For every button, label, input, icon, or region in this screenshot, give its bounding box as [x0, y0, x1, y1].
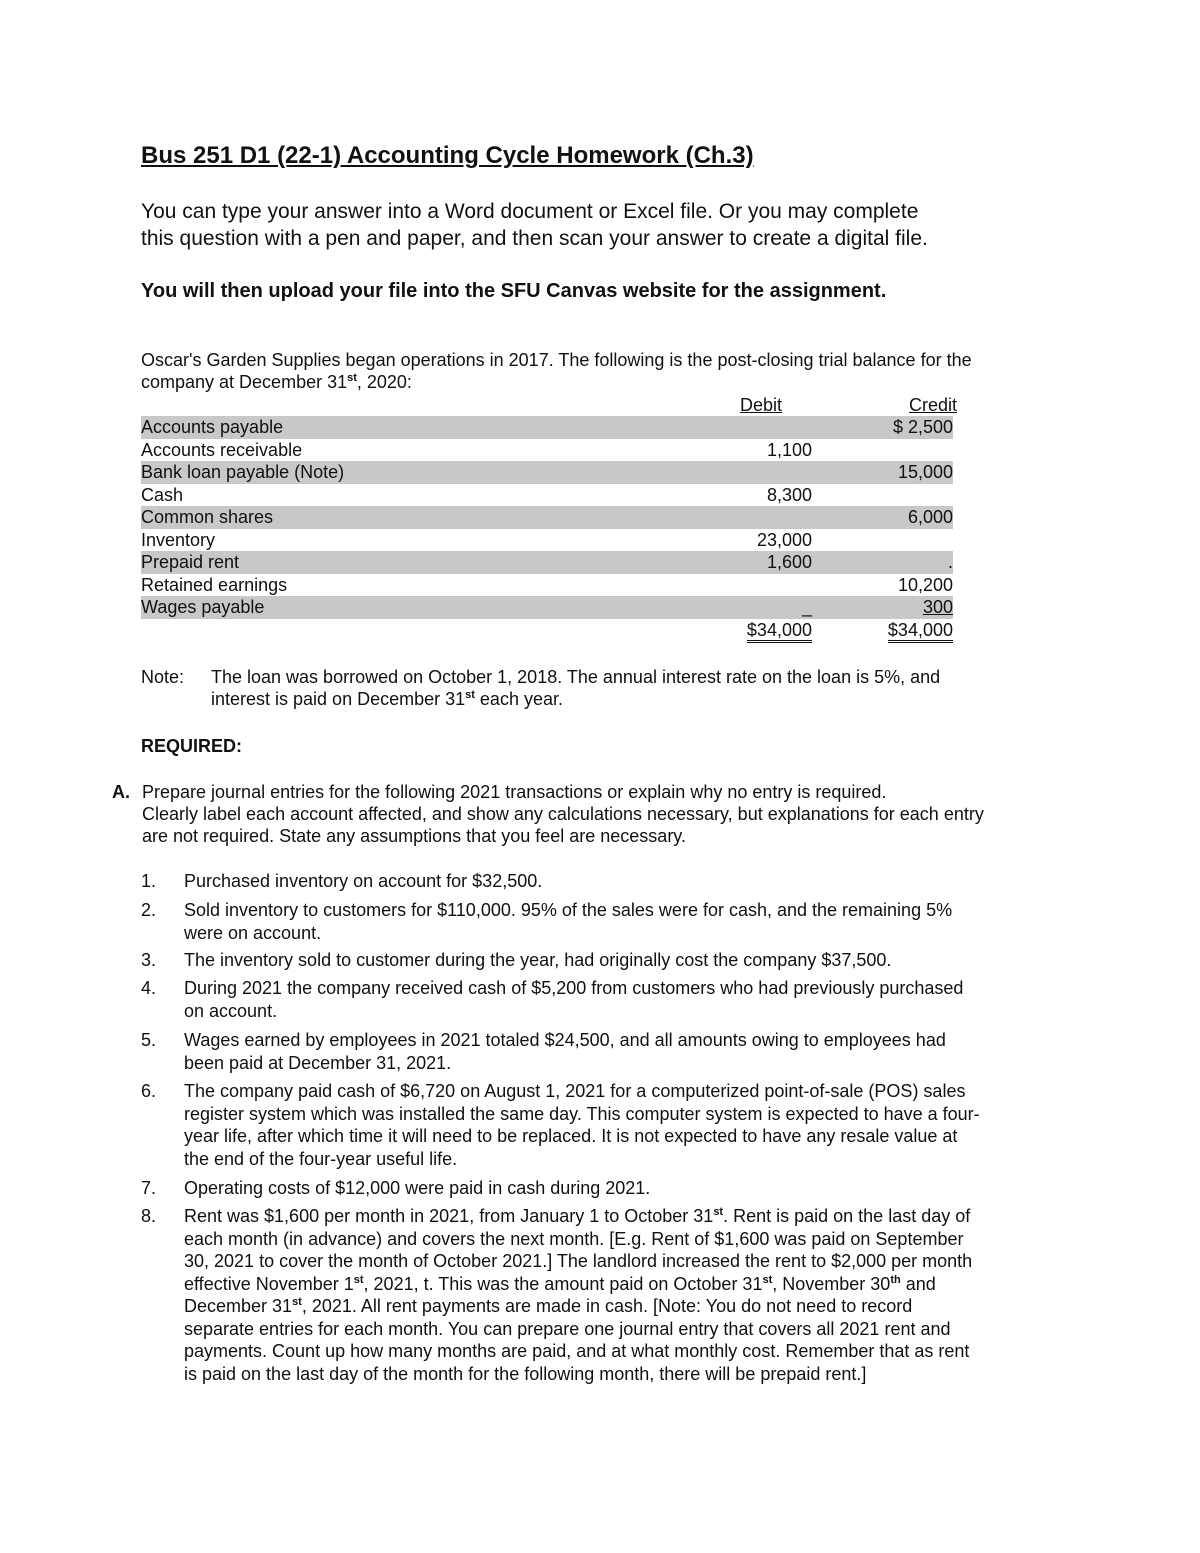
intro-line: this question with a pen and paper, and then scan your answer to create a digital file.: [141, 227, 928, 250]
table-row: [141, 506, 953, 529]
table-row: [141, 551, 953, 574]
credit-value: .: [947, 552, 953, 572]
credit-value: 300: [922, 597, 953, 617]
account-name: Inventory: [141, 529, 216, 550]
totals-row: [141, 619, 953, 642]
company-intro-line: Oscar's Garden Supplies began operations in 2017. The following is the post-closing trial balance for the: [141, 350, 972, 370]
account-name: Bank loan payable (Note): [141, 462, 345, 482]
part-a-line: Clearly label each account affected, and show any calculations necessary, but explanations for each entry: [142, 804, 984, 824]
page-title: Bus 251 D1 (22-1) Accounting Cycle Homework (Ch.3): [141, 142, 754, 169]
credit-header: Credit: [909, 395, 958, 415]
account-name: Prepaid rent: [141, 552, 240, 572]
intro-paragraph: [141, 198, 1091, 252]
table-row: [141, 529, 953, 552]
credit-value: 6,000: [907, 507, 953, 527]
account-name: Retained earnings: [141, 574, 288, 595]
debit-value: _: [801, 597, 812, 617]
company-intro: [141, 349, 1081, 393]
table-row: [141, 484, 953, 507]
note-text: The loan was borrowed on October 1, 2018. The annual interest rate on the loan is 5%, and interest is paid on December 31st each year.: [211, 667, 941, 709]
trial-balance-table: [141, 416, 953, 641]
company-intro-line: company at December 31st, 2020:: [141, 372, 412, 392]
account-name: Wages payable: [141, 597, 265, 617]
account-name: Cash: [141, 484, 184, 505]
table-row: [141, 439, 953, 462]
total-credit: $34,000: [888, 621, 953, 643]
debit-value: 23,000: [756, 529, 812, 550]
credit-value: 15,000: [897, 462, 953, 482]
debit-value: 1,600: [766, 552, 812, 572]
note-label: Note:: [141, 667, 185, 687]
table-row: [141, 596, 953, 619]
credit-value: 10,200: [897, 574, 953, 595]
table-row: [141, 416, 953, 439]
upload-instruction: You will then upload your file into the SFU Canvas website for the assignment.: [141, 280, 887, 302]
total-debit: $34,000: [747, 621, 812, 643]
debit-value: 1,100: [766, 439, 812, 460]
account-name: Common shares: [141, 507, 274, 527]
part-a-line: are not required. State any assumptions that you feel are necessary.: [142, 826, 686, 846]
document-page: Bus 251 D1 (22-1) Accounting Cycle Homework (Ch.3) You can type your answer into a Word document or Excel file. Or you may complete this question with a pen and paper, and then scan your answer to create a digital file. You will then upload your file into the SFU Canvas website for the assignment. Oscar's Garden Supplies began operations in 2017. The following is the post-closing trial balance for the company at December 31st, 2020: Debit Credit Accounts payable $ 2,500 Accounts receivable 1,100 Bank loan payable (Note) 15,000 Cash 8,300 Common shares 6,000 Inventory 23,000 Prepaid rent 1,600 . Retained earnings 10,200 Wages payable _ 300 $34,000 $34,000 Note: The loan was borrowed on October 1, 2018. The annual interest rate on the loan is 5%, and interest is paid on December 31st each year. REQUIRED: A. Prepare journal entries for the following 2021 transactions or explain why no entry is required. Clearly label each account affected, and show any calculations necessary, but explanations for each entry are not required. State any assumptions that you feel are necessary. 1. Purchased inventory on account for $32,500. 2. Sold inventory to customers for $110,000. 95% of the sales were for cash, and the remaining 5% were on account. 3. The inventory sold to customer during the year, had originally cost the company $37,500. 4. During 2021 the company received cash of $5,200 from customers who had previously purchased on account. 5. Wages earned by employees in 2021 totaled $24,500, and all amounts owing to employees had been paid at December 31, 2021. 6. The company paid cash of $6,720 on August 1, 2021 for a computerized point-of-sale (POS) sales register system which was installed the same day. This computer system is expected to have a four- year life, after which time it will need to be replaced. It is not expected to have any resale value at the end of the four-year useful life. 7. Operating costs of $12,000 were paid in cash during 2021. 8. Rent was $1,600 per month in 2021, from January 1 to October 31st. Rent is paid on the last day of each month (in advance) and covers the next month. [E.g. Rent of $1,600 was paid on September 30, 2021 to cover the month of October 2021.] The landlord increased the rent to $2,000 per month effective November 1st, 2021, t. This was the amount paid on October 31st, November 30th and December 31st, 2021. All rent payments are made in cash. [Note: You do not need to record separate entries for each month. You can prepare one journal entry that covers all 2021 rent and payments. Count up how many months are paid, and at what monthly cost. Remember that as rent is paid on the last day of the month for the following month, there will be prepaid rent.]: [0, 0, 1200, 1553]
part-a-line: Prepare journal entries for the following 2021 transactions or explain why no entry is required.: [142, 782, 887, 802]
account-name: Accounts receivable: [141, 439, 303, 460]
required-heading: REQUIRED:: [141, 736, 243, 756]
account-name: Accounts payable: [141, 417, 284, 437]
table-row: [141, 574, 953, 597]
table-row: [141, 461, 953, 484]
debit-value: 8,300: [766, 484, 812, 505]
credit-value: $ 2,500: [892, 417, 953, 437]
part-a-label: A.: [112, 782, 130, 802]
debit-header: Debit: [740, 395, 783, 415]
intro-line: You can type your answer into a Word document or Excel file. Or you may complete: [141, 200, 919, 223]
